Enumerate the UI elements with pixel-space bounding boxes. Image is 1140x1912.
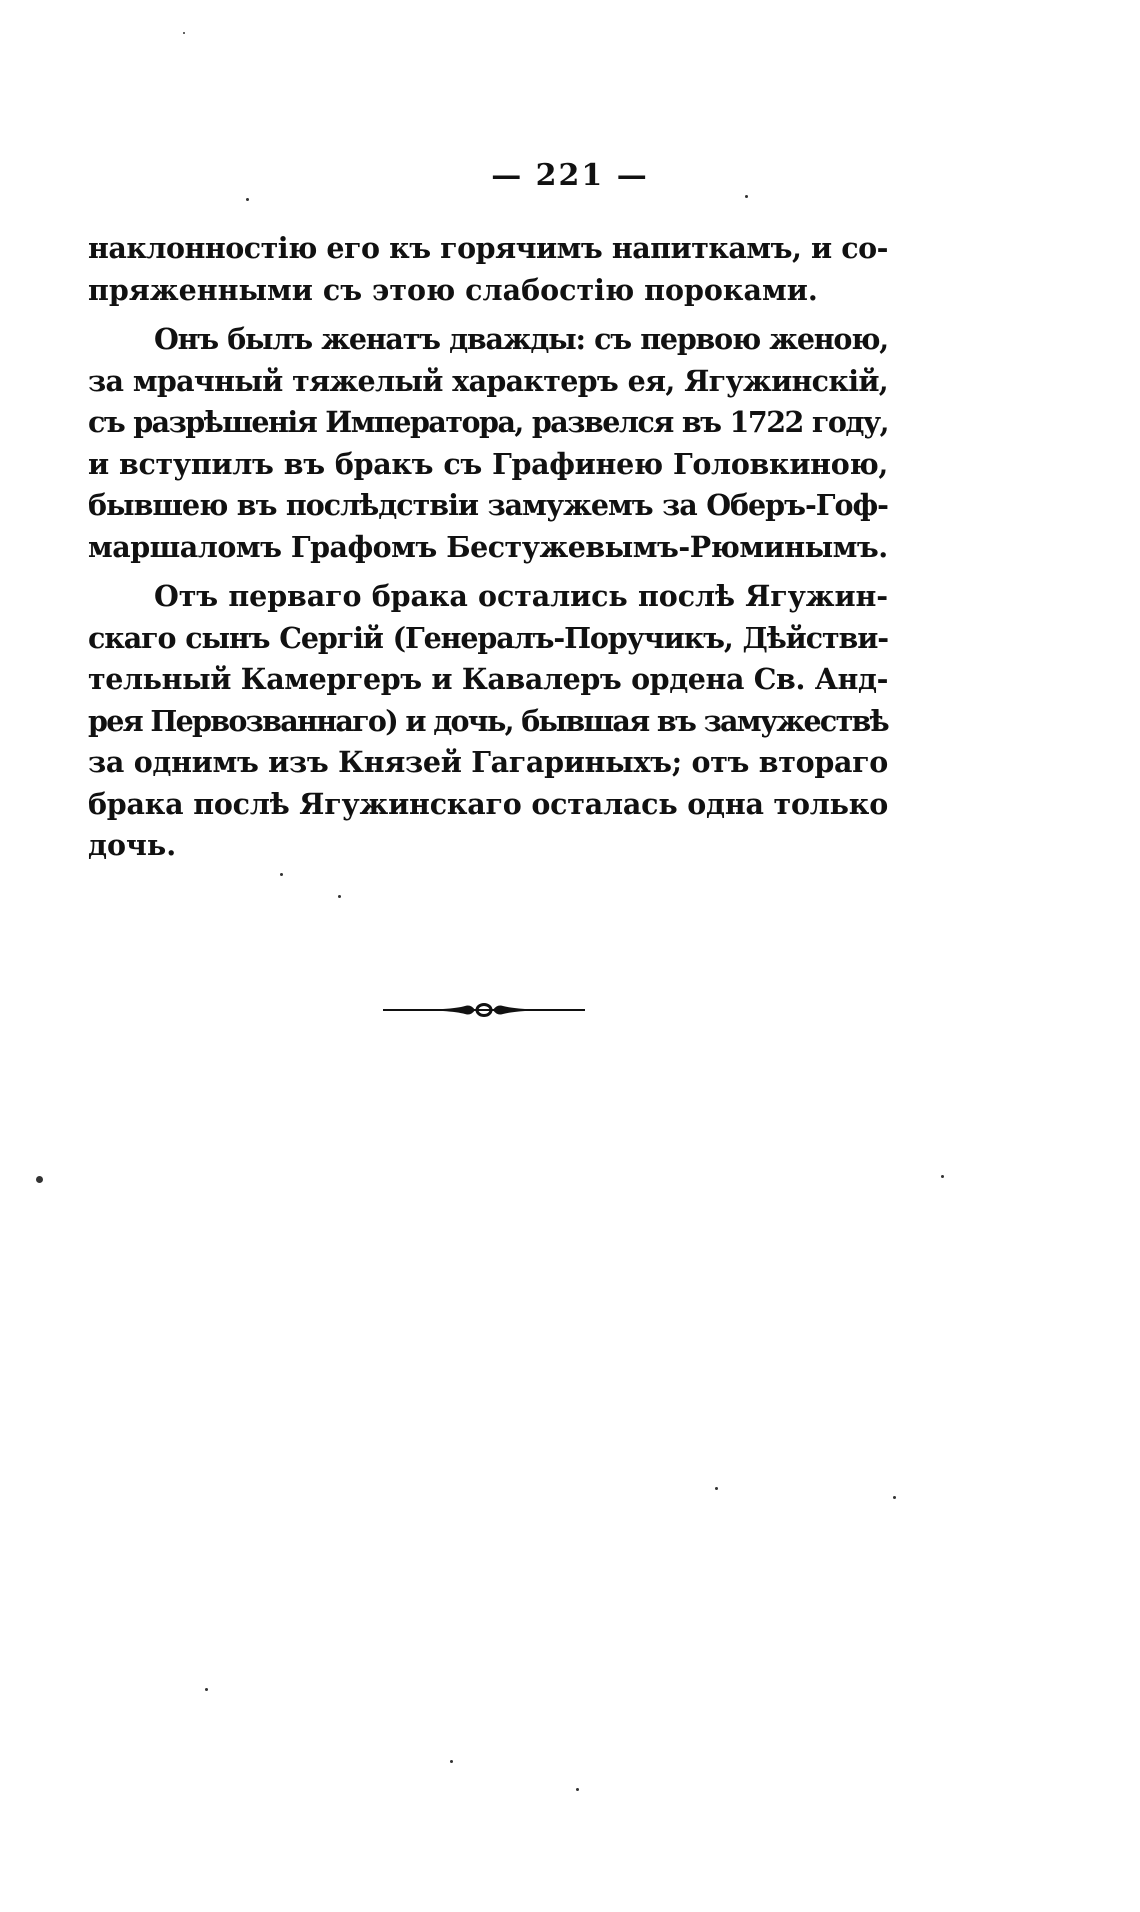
text-line: за однимъ изъ Князей Гагариныхъ; отъ втораго [88, 745, 888, 779]
scan-speck [715, 1487, 718, 1490]
text-line: съ разрѣшенія Императора, развелся въ 1722 году, [88, 405, 888, 439]
scan-speck [450, 1760, 453, 1763]
scan-speck [280, 873, 283, 876]
body-text [88, 228, 888, 867]
text-line: Онъ былъ женатъ дважды: съ первою женою, [154, 322, 888, 356]
page-number: — 221 — [491, 158, 649, 193]
scan-speck [183, 32, 185, 34]
text-line: за мрачный тяжелый характеръ ея, Ягужинскій, [88, 363, 888, 398]
text-line: маршаломъ Графомъ Бестужевымъ-Рюминымъ. [88, 529, 888, 564]
scan-speck [338, 895, 341, 898]
scan-speck [893, 1496, 896, 1499]
scan-speck [576, 1788, 579, 1791]
text-line: наклонностію его къ горячимъ напиткамъ, и со- [88, 231, 888, 265]
text-line: тельный Камергеръ и Кавалеръ ордена Св. Анд- [88, 662, 888, 696]
text-line: рея Первозваннаго) и дочь, бывшая въ замужествѣ [88, 703, 888, 738]
scan-speck [36, 1176, 43, 1183]
text-line: скаго сынъ Сергій (Генералъ-Поручикъ, Дѣйстви- [88, 620, 888, 655]
paragraph-2 [88, 319, 888, 568]
text-line: Отъ перваго брака остались послѣ Ягужин- [154, 579, 888, 613]
scan-speck [745, 195, 748, 198]
text-line: и вступилъ въ бракъ съ Графинею Головкиною, [88, 446, 888, 481]
text-line: бывшею въ послѣдствіи замужемъ за Оберъ-Гоф- [88, 488, 888, 522]
paragraph-1 [88, 228, 888, 311]
text-line: дочь. [88, 828, 177, 862]
tailpiece-ornament-icon [383, 1000, 585, 1020]
scan-speck [941, 1175, 944, 1178]
text-line: брака послѣ Ягужинскаго осталась одна только [88, 786, 888, 821]
text-line: пряженными съ этою слабостію пороками. [88, 272, 818, 307]
paragraph-3 [88, 576, 888, 867]
scan-speck [205, 1688, 208, 1691]
scan-speck [246, 198, 249, 201]
